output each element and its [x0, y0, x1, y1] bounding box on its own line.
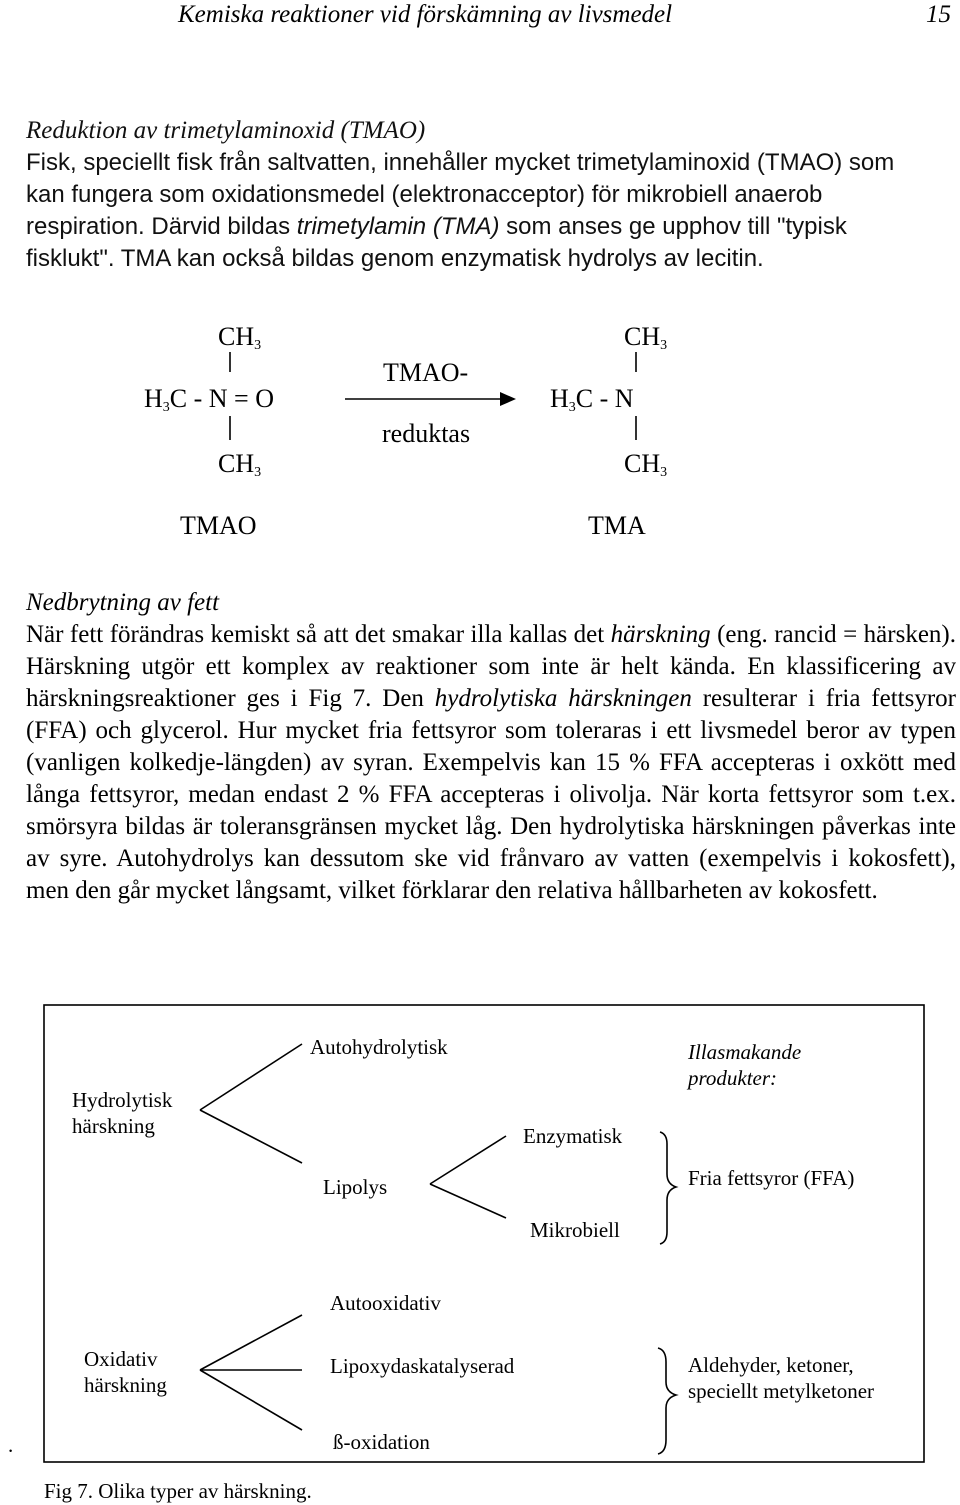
reaction-arrow-head [500, 392, 516, 406]
fat-heading: Nedbrytning av fett [26, 589, 220, 616]
branch-oxid-beta [200, 1370, 302, 1430]
label-mikrobiell: Mikrobiell [530, 1218, 620, 1242]
label-lipolys: Lipolys [323, 1175, 388, 1199]
tma-name-label: TMA [588, 511, 646, 540]
tmao-bottom-methyl: $CH_3$ [218, 449, 262, 480]
tmao-text-a: Fisk, speciellt fisk från saltvatten, innehåller mycket trimetylaminoxid (TMAO) som kan fungera som oxidationsmedel (elektronacceptor) för mikrobiell anaerob respiration. Därvid bildas [26, 149, 895, 240]
label-autohydrolytisk: Autohydrolytisk [310, 1035, 448, 1059]
stray-dot: . [8, 1433, 14, 1457]
label-enzymatisk: Enzymatisk [523, 1124, 623, 1148]
tmao-text-b: som anses ge upphov till "typisk fisklukt". TMA kan också bildas genom enzymatisk hydrolys av lecitin. [26, 213, 847, 272]
brace-ffa [660, 1132, 676, 1244]
tma-bottom-methyl: $CH_3$ [624, 449, 668, 480]
tmao-core: $H_3C - N = O$ [144, 384, 274, 415]
fat-text-2: (eng. rancid = härsken). Härskning utgör ett komplex av reaktioner som inte är helt kända. En klassificering av härskningsreaktioner ges i Fig 7. Den [26, 621, 956, 712]
branch-hydro-lipolys [200, 1110, 302, 1163]
fat-text-3: resulterar i fria fettsyror (FFA) och glycerol. Hur mycket fria fettsyror som toleraras i ett livsmedel beror av typen (vanligen kolkedje-längden) av syran. Exempelvis kan 15 % FFA accepteras i oxkött med långa fettsyror, medan endast 2 % FFA accepteras i olivolja. När korta fettsyror som t.ex. smörsyra bildas är toleransgränsen mycket låg. Den hydrolytiska härskningen påverkas inte av syre. Autohydrolys kan dessutom ske vid frånvaro av vatten (exempelvis i kokosfett), men den går mycket långsamt, vilket förklarar den relativa hållbarheten av kokosfett. [26, 685, 956, 904]
figure-caption: Fig 7. Olika typer av härskning. [44, 1479, 312, 1503]
tma-core: $H_3C$ - N [550, 384, 634, 415]
brace-aldehyder [658, 1348, 676, 1454]
label-lipoxydaskatalyserad: Lipoxydaskatalyserad [330, 1354, 515, 1378]
enzyme-label-top: TMAO- [383, 358, 469, 387]
tma-top-methyl: $CH_3$ [624, 322, 668, 353]
label-autooxidativ: Autooxidativ [330, 1291, 441, 1315]
label-illasmakande: Illasmakande produkter: [688, 1040, 802, 1090]
branch-lipolys-enzymatisk [430, 1136, 506, 1184]
label-beta-oxidation: ß-oxidation [333, 1430, 430, 1454]
fat-text-1: När fett förändras kemiskt så att det smakar illa kallas det [26, 621, 611, 648]
label-hydrolytisk: Hydrolytisk härskning [72, 1088, 173, 1138]
enzyme-label-bottom: reduktas [382, 419, 471, 448]
label-oxidativ: Oxidativ härskning [84, 1347, 167, 1397]
fat-emphasis-1: härskning [610, 621, 711, 648]
page-header-title: Kemiska reaktioner vid förskämning av livsmedel [178, 1, 673, 28]
branch-lipolys-mikrobiell [430, 1184, 506, 1218]
page-number: 15 [926, 1, 951, 28]
branch-oxid-auto [200, 1315, 302, 1370]
tmao-heading: Reduktion av trimetylaminoxid (TMAO) [26, 117, 426, 144]
branch-hydro-auto [200, 1044, 302, 1110]
fat-emphasis-2: hydrolytiska härskningen [434, 685, 692, 712]
tmao-name-label: TMAO [180, 511, 257, 540]
label-aldehyder: Aldehyder, ketoner, speciellt metylketoner [688, 1353, 875, 1403]
label-fria-fettsyror: Fria fettsyror (FFA) [688, 1166, 855, 1190]
tmao-top-methyl: $CH_3$ [218, 322, 262, 353]
tmao-emphasis: trimetylamin (TMA) [296, 213, 500, 240]
